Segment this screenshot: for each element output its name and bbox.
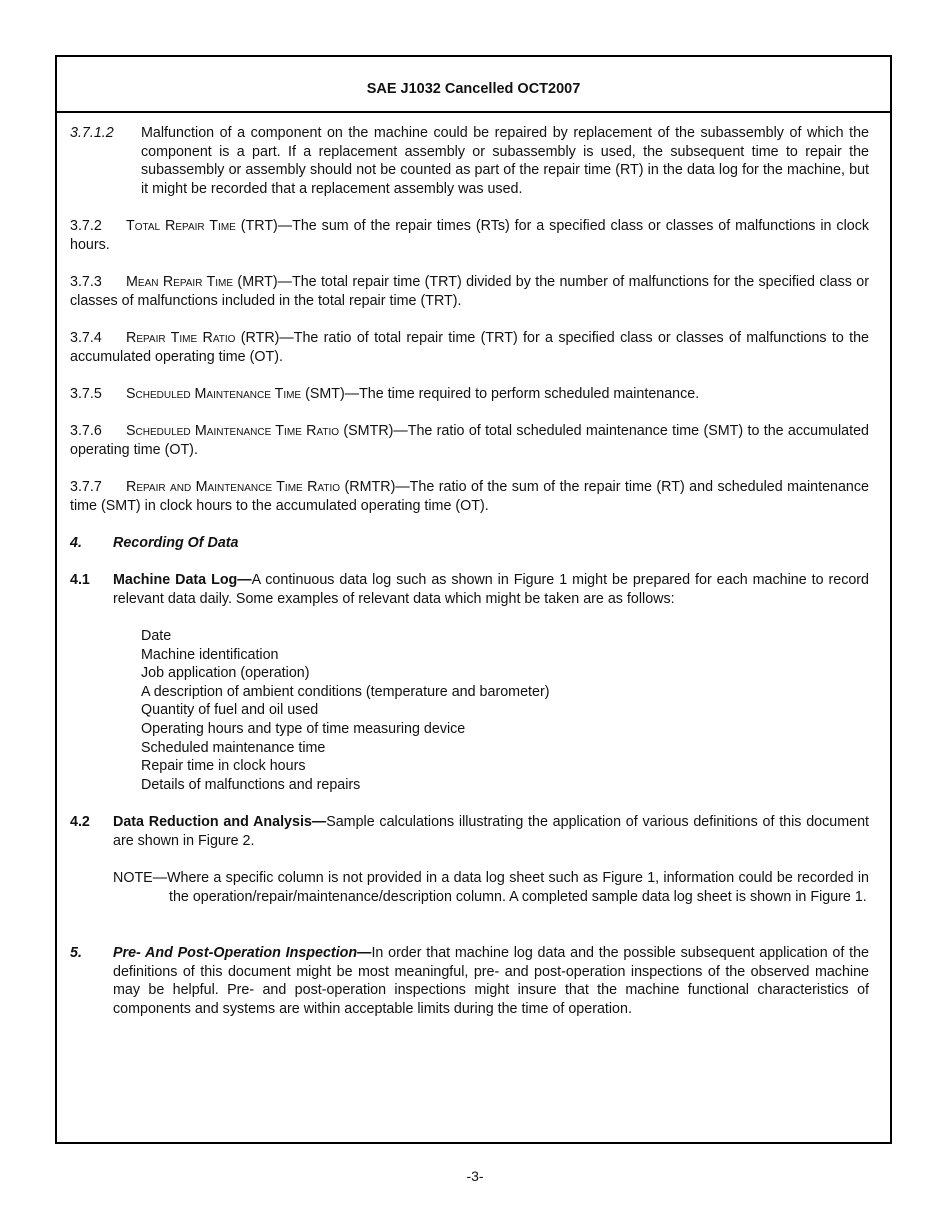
- list-item: Quantity of fuel and oil used: [141, 702, 319, 719]
- section-title: Recording Of Data: [113, 535, 239, 551]
- list-item: Machine identification: [141, 646, 279, 663]
- section-title: Data Reduction and Analysis—: [113, 814, 327, 830]
- list-item: Repair time in clock hours: [141, 758, 306, 775]
- section-title: Pre- And Post-Operation Inspection—: [113, 945, 372, 961]
- section-5: [70, 944, 869, 1019]
- definition: (RMTR)—The ratio of the sum of the repair time (RT) and scheduled maintenance time (SMT) in clock hours to the accumulated operating time (OT).: [70, 479, 869, 514]
- section-number: 4.: [70, 535, 82, 551]
- term: Total Repair Time: [126, 218, 236, 234]
- definition: (RTR)—The ratio of total repair time (TRT) for a specified class or classes of malfunctions to the accumulated operating time (OT).: [70, 330, 869, 365]
- note-label: NOTE—: [113, 870, 168, 886]
- definition: (MRT)—The total repair time (TRT) divided by the number of malfunctions for the specified class or classes of malfunctions included in the total repair time (TRT).: [70, 274, 869, 309]
- section-3-7-2: [70, 217, 869, 254]
- section-number: 3.7.5: [70, 386, 102, 402]
- document-title: SAE J1032 Cancelled OCT2007: [366, 81, 581, 97]
- section-3-7-6: [70, 422, 869, 459]
- section-text: Malfunction of a component on the machine could be repaired by replacement of the subassembly of which the component is a part. If a replacement assembly or subassembly is used, the subsequent time to repair the subassembly or assembly should not be counted as part of the repair time (RT) in the data log for the machine, but it might be recorded that a replacement assembly was used.: [141, 125, 869, 198]
- term: Repair Time Ratio: [126, 330, 236, 346]
- section-title: Machine Data Log—: [113, 572, 252, 588]
- note: [70, 869, 869, 906]
- list-item: Operating hours and type of time measuring device: [141, 720, 466, 737]
- section-3-7-7: [70, 478, 869, 515]
- list-item: Job application (operation): [141, 665, 310, 682]
- section-4-2: [70, 813, 869, 850]
- list-item: Details of malfunctions and repairs: [141, 776, 361, 793]
- section-number: 3.7.3: [70, 274, 102, 290]
- section-number: 4.1: [70, 572, 90, 588]
- list-item: Date: [141, 628, 172, 644]
- term: Mean Repair Time: [126, 274, 234, 290]
- section-text: In order that machine log data and the possible subsequent application of the definitions of this document might be most meaningful, pre- and post-operation inspections of the observed machine may be helpful. Pre- and post-operation inspections might insure that the machine functional characteristics of components and systems are within acceptable limits during the time of operation.: [113, 945, 869, 1018]
- section-number: 5.: [70, 945, 82, 961]
- term: Repair and Maintenance Time Ratio: [126, 479, 341, 495]
- section-3-7-4: [70, 329, 869, 366]
- term: Scheduled Maintenance Time: [126, 386, 302, 402]
- section-number: 3.7.2: [70, 218, 102, 234]
- section-text: Sample calculations illustrating the application of various definitions of this document are shown in Figure 2.: [113, 814, 869, 849]
- section-number: 3.7.6: [70, 423, 102, 439]
- term: Scheduled Maintenance Time Ratio: [126, 423, 340, 439]
- section-4-1: [70, 571, 869, 608]
- page-frame: [55, 55, 892, 1144]
- document-header: [57, 57, 890, 113]
- definition: (SMT)—The time required to perform scheduled maintenance.: [301, 386, 700, 402]
- section-text: A continuous data log such as shown in Figure 1 might be prepared for each machine to record relevant data daily. Some examples of relevant data which might be taken are as follows:: [113, 572, 869, 607]
- note-text: Where a specific column is not provided in a data log sheet such as Figure 1, information could be recorded in the operation/repair/maintenance/description column. A completed sample data log sheet is shown in Figure 1.: [167, 870, 869, 905]
- relevant-data-list: [141, 627, 549, 794]
- section-4-heading: [70, 534, 869, 553]
- list-item: A description of ambient conditions (temperature and barometer): [141, 683, 550, 700]
- section-number: 3.7.1.2: [70, 125, 114, 141]
- list-item: Scheduled maintenance time: [141, 739, 326, 756]
- definition: (TRT)—The sum of the repair times (RTs) for a specified class or classes of malfunctions in clock hours.: [70, 218, 869, 253]
- definition: (SMTR)—The ratio of total scheduled maintenance time (SMT) to the accumulated operating time (OT).: [70, 423, 869, 458]
- section-number: 3.7.7: [70, 479, 102, 495]
- section-3-7-1-2: [70, 124, 869, 199]
- section-3-7-3: [70, 273, 869, 310]
- section-number: 4.2: [70, 814, 90, 830]
- section-number: 3.7.4: [70, 330, 102, 346]
- section-3-7-5: [70, 385, 869, 404]
- page-number: -3-: [466, 1168, 484, 1184]
